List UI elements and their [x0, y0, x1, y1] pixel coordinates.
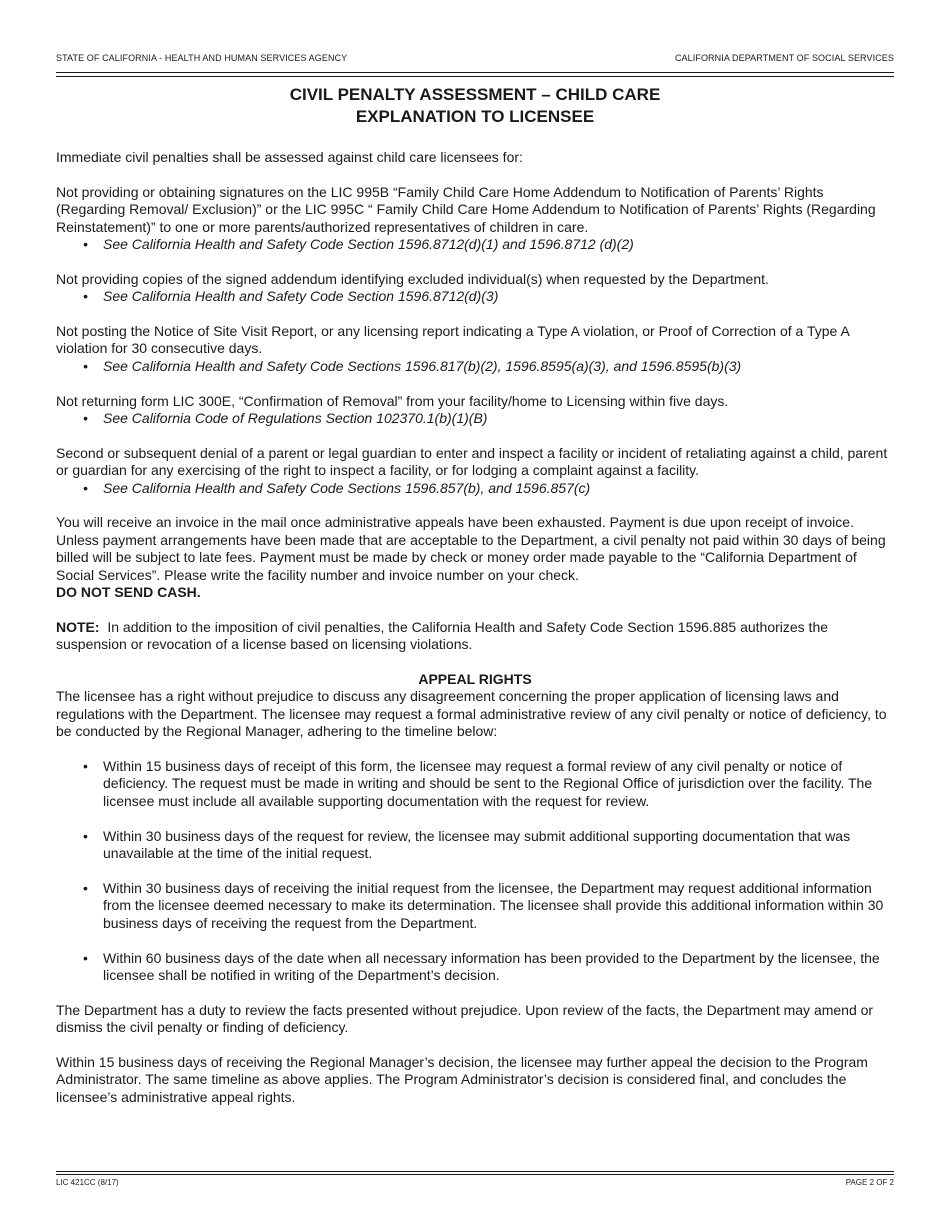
document-body — [56, 149, 894, 1124]
penalty-reference: • See California Health and Safety Code Section 1596.8712(d)(3) — [56, 288, 894, 305]
penalty-reference: • See California Health and Safety Code Section 1596.8712(d)(1) and 1596.8712 (d)(2) — [56, 236, 894, 253]
appeal-step: • Within 15 business days of receipt of this form, the licensee may request a formal review of any civil penalty or notice of deficiency. The request must be made in writing and should be sent to the Regional Office of jurisdiction over the facility. The licensee must include all available supporting documentation with the request for review. — [56, 758, 894, 810]
penalty-item — [56, 445, 894, 497]
appeal-step: • Within 60 business days of the date when all necessary information has been provided to the Department by the licensee, the licensee shall be notified in writing of the Department’s decision. — [56, 950, 894, 985]
penalty-reference-list — [56, 236, 894, 253]
header-department: CALIFORNIA DEPARTMENT OF SOCIAL SERVICES — [674, 53, 894, 63]
appeal-steps-list — [56, 758, 894, 984]
penalty-item — [56, 393, 894, 428]
header-agency: STATE OF CALIFORNIA - HEALTH AND HUMAN SERVICES AGENCY — [56, 53, 348, 63]
footer-rule-top — [56, 1171, 894, 1172]
appeal-intro: The licensee has a right without prejudice to discuss any disagreement concerning the proper application of licensing laws and regulations with the Department. The licensee may request a formal administrative review of any civil penalty or notice of deficiency, to be conducted by the Regional Manager, adhering to the timeline below: — [56, 688, 887, 740]
cash-warning: DO NOT SEND CASH. — [56, 584, 201, 601]
penalty-item — [56, 323, 894, 375]
department-duty-paragraph: The Department has a duty to review the facts presented without prejudice. Upon review of the facts, the Department may amend or dismiss the civil penalty or finding of deficiency. — [56, 1001, 874, 1036]
appeal-step: • Within 30 business days of the request for review, the licensee may submit additional supporting documentation that was unavailable at the time of the initial request. — [56, 828, 894, 863]
invoice-text: You will receive an invoice in the mail once administrative appeals have been exhausted. Payment is due upon receipt of invoice. Unless payment arrangements have been made that are acceptable to the Department, a civil penalty not paid within 30 days of being billed will be subject to late fees. Payment must be made by check or money order made payable to the “California Department of Social Services”. Please write the facility number and invoice number on your check. — [56, 514, 886, 583]
penalty-text: Second or subsequent denial of a parent or legal guardian to enter and inspect a facility or incident of retaliating against a child, parent or guardian for any exercising of the right to inspect a facility, or for lodging a complaint against a facility. — [56, 444, 888, 479]
title-line-2: EXPLANATION TO LICENSEE — [355, 107, 595, 126]
penalty-reference-list — [56, 480, 894, 497]
note-paragraph — [56, 619, 894, 654]
penalty-reference: • See California Health and Safety Code Sections 1596.817(b)(2), 1596.8595(a)(3), and 1596.8595(b)(3) — [56, 358, 894, 375]
penalty-reference-list — [56, 410, 894, 427]
penalty-reference-list — [56, 358, 894, 375]
penalty-item — [56, 271, 894, 306]
header-rule-top — [56, 72, 894, 73]
appeal-rights-heading: APPEAL RIGHTS — [418, 671, 532, 688]
footer-form-id: LIC 421CC (8/17) — [56, 1178, 119, 1187]
appeal-step: • Within 30 business days of receiving the initial request from the licensee, the Department may request additional information from the licensee deemed necessary to make its determination. The licensee shall provide this additional information within 30 business days of receiving the request from the Department. — [56, 880, 894, 932]
penalty-text: Not returning form LIC 300E, “Confirmation of Removal” from your facility/home to Licensing within five days. — [56, 392, 729, 409]
header-rule-bottom — [56, 76, 894, 77]
intro-paragraph: Immediate civil penalties shall be assessed against child care licensees for: — [56, 149, 523, 165]
penalty-reference-list — [56, 288, 894, 305]
title-line-1: CIVIL PENALTY ASSESSMENT – CHILD CARE — [289, 85, 661, 104]
penalty-text: Not providing or obtaining signatures on the LIC 995B “Family Child Care Home Addendum to Notification of Parents’ Rights (Regarding Removal/ Exclusion)” or the LIC 995C “ Family Child Care Home Addendum to Notification of Parents’ Rights (Regarding Reinstatement)” to one or more parents/authorized representatives of children in care. — [56, 183, 876, 235]
note-label: NOTE: — [56, 618, 100, 635]
penalty-text: Not providing copies of the signed addendum identifying excluded individual(s) when requested by the Department. — [56, 270, 769, 287]
penalty-text: Not posting the Notice of Site Visit Report, or any licensing report indicating a Type A violation, or Proof of Correction of a Type A violation for 30 consecutive days. — [56, 323, 850, 357]
invoice-paragraph — [56, 514, 894, 601]
penalty-item — [56, 184, 894, 254]
footer-rule-bottom — [56, 1174, 894, 1175]
penalty-reference: • See California Health and Safety Code Sections 1596.857(b), and 1596.857(c) — [56, 480, 894, 497]
footer-page-number: PAGE 2 OF 2 — [845, 1178, 894, 1187]
penalty-reference: • See California Code of Regulations Section 102370.1(b)(1)(B) — [56, 410, 894, 427]
note-text: In addition to the imposition of civil penalties, the California Health and Safety Code Section 1596.885 authorizes the suspension or revocation of a license based on licensing violations. — [56, 618, 829, 653]
document-title — [56, 84, 894, 128]
further-appeal-paragraph: Within 15 business days of receiving the Regional Manager’s decision, the licensee may further appeal the decision to the Program Administrator. The same timeline as above applies. The Program Administrator’s decision is considered final, and concludes the licensee’s administrative appeal rights. — [56, 1053, 868, 1105]
